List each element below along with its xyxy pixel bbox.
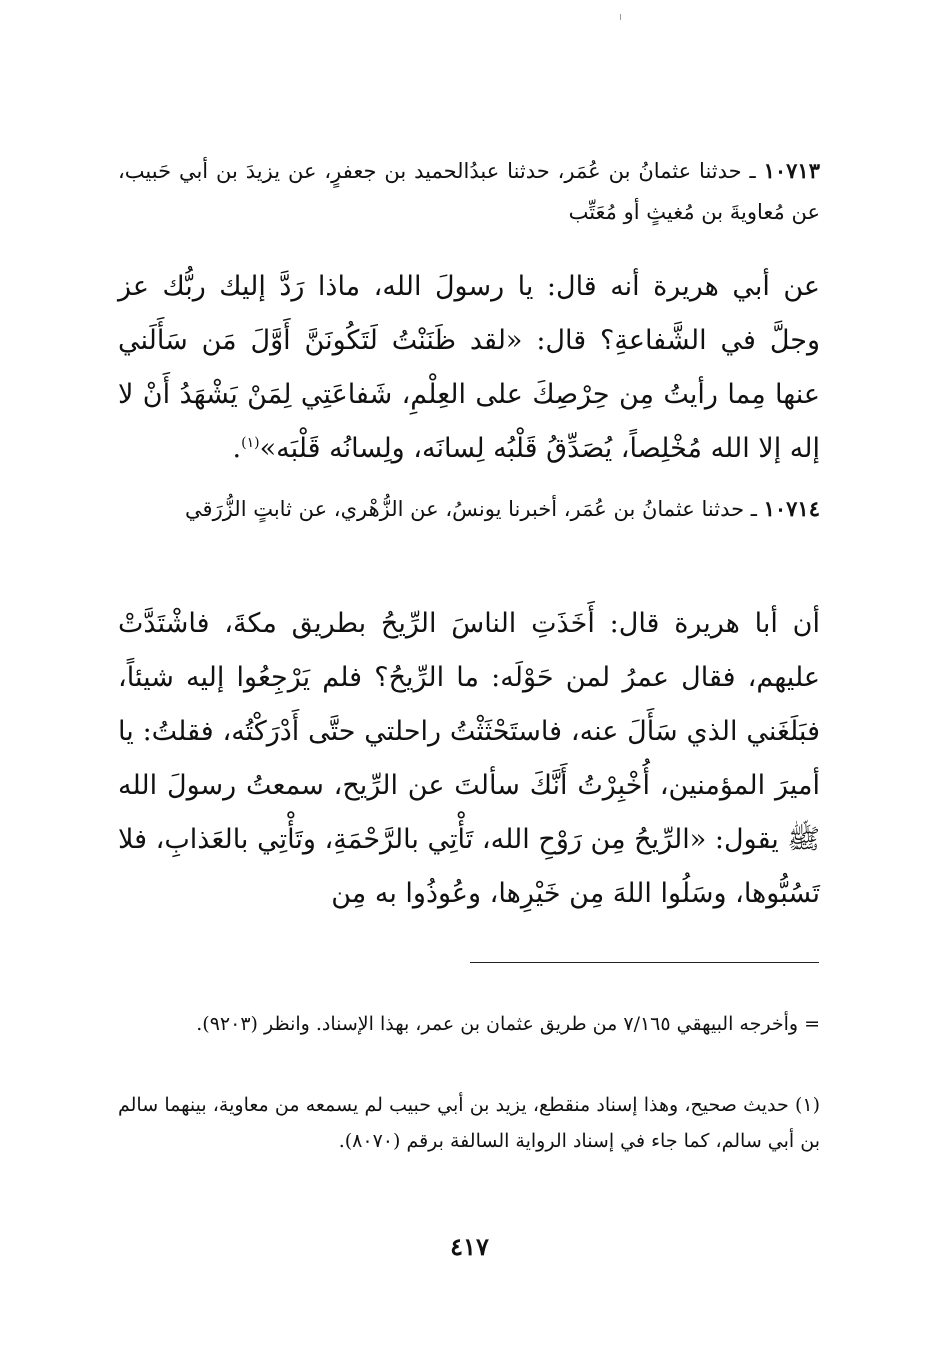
matn-text: أن أبا هريرة قال: أَخَذَتِ الناسَ الرِّيحُ بطريق مكةَ، فاشْتَدَّتْ عليهم، فقال عمرُ لمن حَوْلَه: ما الرِّيحُ؟ فلم يَرْجِعُوا إليه شيئاً، فبَلَغَني الذي سَأَلَ عنه، فاستَحْثَثْتُ راحلتي حتَّى أَدْرَكْتُه، فقلتُ: يا أميرَ المؤمنين، أُخْبِرْتُ أَنَّكَ سألتَ عن الرِّيح، سمعتُ رسولَ الله ﷺ يقول: «الرِّيحُ مِن رَوْحِ الله، تَأْتِي بالرَّحْمَةِ، وتَأْتِي بالعَذابِ، فلا تَسُبُّوها، وسَلُوا اللهَ مِن خَيْرِها، وعُوذُوا به مِن [118, 608, 820, 909]
footnote-continuation: = وأخرجه البيهقي ٧/١٦٥ من طريق عثمان بن عمر، بهذا الإسناد. وانظر (٩٢٠٣). [196, 1013, 820, 1035]
hadith-10714-isnad [118, 488, 820, 530]
hadith-10713-isnad [118, 150, 820, 233]
hadith-10714-matn [118, 597, 820, 921]
footnote-reference[interactable]: (١) [241, 435, 260, 451]
scan-mark [620, 14, 621, 20]
hadith-10713-matn [118, 260, 820, 476]
footnote-1: (١) حديث صحيح، وهذا إسناد منقطع، يزيد بن أبي حبيب لم يسمعه من معاوية، بينهما سالم بن أبي سالم، كما جاء في إسناد الرواية السالفة برقم (٨٠٧٠). [118, 1094, 820, 1152]
matn-end: . [232, 433, 242, 464]
hadith-number: ١٠٧١٣ [763, 158, 820, 183]
isnad-text: ـ حدثنا عثمانُ بن عُمَر، حدثنا عبدُالحميد بن جعفرٍ، عن يزيدَ بن أبي حَبيب، عن مُعاويةَ بن مُغيثٍ أو مُعَتِّب [118, 159, 820, 224]
page-number: ٤١٧ [450, 1232, 489, 1261]
hadith-number: ١٠٧١٤ [763, 496, 820, 521]
isnad-text: ـ حدثنا عثمانُ بن عُمَر، أخبرنا يونسُ، عن الزُّهْري، عن ثابتٍ الزُّرَقي [185, 497, 757, 521]
matn-text: عن أبي هريرة أنه قال: يا رسولَ الله، ماذا رَدَّ إليك ربُّك عز وجلَّ في الشَّفاعةِ؟ قال: «لقد ظَنَنْتُ لَتَكُونَنَّ أَوَّلَ مَن سَأَلَني عنها مِما رأيتُ مِن حِرْصِكَ على العِلْمِ، شَفاعَتِي لِمَنْ يَشْهَدُ أَنْ لا إله إلا الله مُخْلِصاً، يُصَدِّقُ قَلْبُه لِسانَه، ولِسانُه قَلْبَه» [118, 271, 820, 464]
footnote-separator [470, 962, 819, 963]
